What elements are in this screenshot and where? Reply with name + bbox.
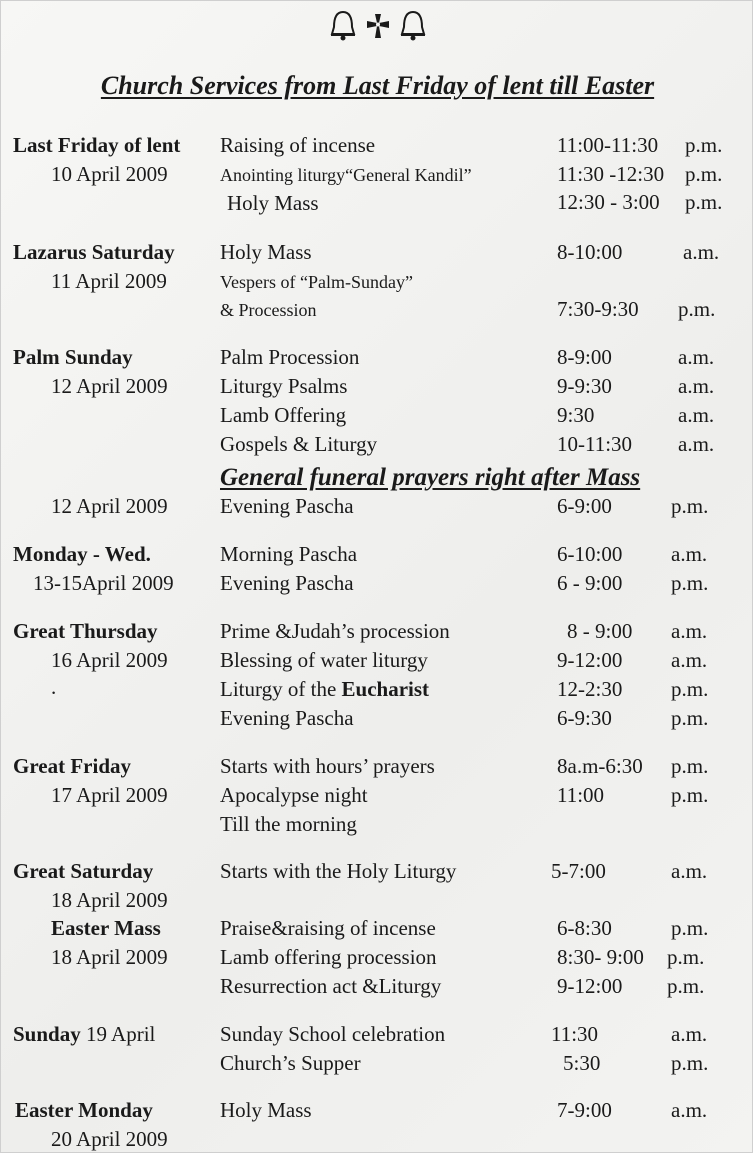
day-date: 19 April <box>80 1022 156 1046</box>
service-time: 9-9:30 <box>557 374 612 398</box>
service-ampm: p.m. <box>671 571 709 595</box>
service-name: Blessing of water liturgy <box>220 648 428 672</box>
service-time: 7:30-9:30 <box>557 297 639 321</box>
service-ampm: a.m. <box>671 648 708 672</box>
service-ampm: p.m. <box>671 706 709 730</box>
service-time: 6-9:00 <box>557 494 612 518</box>
service-time: 12:30 - 3:00 <box>557 190 660 214</box>
service-ampm: p.m. <box>678 297 716 321</box>
service-name: Prime &Judah’s procession <box>220 619 450 643</box>
service-name: Starts with the Holy Liturgy <box>220 859 457 883</box>
cross-icon <box>364 11 392 41</box>
service-ampm: a.m. <box>671 542 708 566</box>
service-time: 8-10:00 <box>557 240 623 264</box>
service-name: Praise&raising of incense <box>220 916 436 940</box>
service-name: & Procession <box>220 300 317 320</box>
service-ampm: p.m. <box>685 133 723 157</box>
day-name: Last Friday of lent <box>13 133 181 157</box>
service-time: 11:00 <box>557 783 605 807</box>
service-ampm: p.m. <box>671 783 709 807</box>
day-name: Easter Monday <box>15 1098 153 1122</box>
service-ampm: a.m. <box>671 1022 708 1046</box>
service-ampm: a.m. <box>678 432 715 456</box>
service-time: 6-10:00 <box>557 542 623 566</box>
service-time: 9:30 <box>557 403 595 427</box>
service-time: 11:30 <box>551 1022 599 1046</box>
header-ornament <box>1 7 753 45</box>
service-name: Palm Procession <box>220 345 360 369</box>
service-name: Holy Mass <box>227 191 319 215</box>
service-time: 11:00-11:30 <box>557 133 659 157</box>
service-time: 8-9:00 <box>557 345 612 369</box>
service-name: Church’s Supper <box>220 1051 361 1075</box>
service-time: 5-7:00 <box>551 859 606 883</box>
service-ampm: p.m. <box>671 1051 709 1075</box>
service-name <box>220 679 429 700</box>
service-name: Gospels & Liturgy <box>220 432 378 456</box>
service-time: 12-2:30 <box>557 677 623 701</box>
service-time: 8 - 9:00 <box>567 619 633 643</box>
day-name: Great Saturday <box>13 859 154 883</box>
service-name-text: Liturgy of the <box>220 677 342 701</box>
service-time: 7-9:00 <box>557 1098 612 1122</box>
service-ampm: p.m. <box>671 754 709 778</box>
service-ampm: p.m. <box>667 974 705 998</box>
day-date: 20 April 2009 <box>51 1127 168 1151</box>
service-time: 6 - 9:00 <box>557 571 623 595</box>
day-name-text: Sunday <box>13 1022 81 1046</box>
day-name: Great Thursday <box>13 619 158 643</box>
day-date: 10 April 2009 <box>51 162 168 186</box>
day-name: Monday - Wed. <box>13 542 151 566</box>
service-name: Morning Pascha <box>220 542 358 566</box>
service-ampm: p.m. <box>671 494 709 518</box>
day-date: 18 April 2009 <box>51 888 168 912</box>
stray-mark: . <box>51 675 57 699</box>
day-date: 13-15April 2009 <box>33 571 174 595</box>
day-date: 11 April 2009 <box>51 269 167 293</box>
service-name: Resurrection act &Liturgy <box>220 974 442 998</box>
service-name: Sunday School celebration <box>220 1022 446 1046</box>
service-ampm: a.m. <box>671 859 708 883</box>
day-name: Easter Mass <box>51 916 161 940</box>
service-ampm: a.m. <box>678 345 715 369</box>
service-name-bold: Eucharist <box>341 677 430 701</box>
service-ampm: p.m. <box>685 190 723 214</box>
service-ampm: a.m. <box>671 1098 708 1122</box>
service-ampm: p.m. <box>671 677 709 701</box>
service-ampm: a.m. <box>678 403 715 427</box>
service-name: Till the morning <box>220 812 357 836</box>
day-date: 12 April 2009 <box>51 494 168 518</box>
day-date: 12 April 2009 <box>51 374 168 398</box>
bell-icon <box>398 9 428 43</box>
service-time: 6-9:30 <box>557 706 612 730</box>
day-date: 18 April 2009 <box>51 945 168 969</box>
service-name: Raising of incense <box>220 133 376 157</box>
service-ampm: a.m. <box>683 240 720 264</box>
service-ampm: p.m. <box>667 945 705 969</box>
day-name <box>13 1024 155 1045</box>
service-time: 6-8:30 <box>557 916 612 940</box>
service-name: Vespers of “Palm-Sunday” <box>220 272 413 292</box>
day-date: 16 April 2009 <box>51 648 168 672</box>
service-time: 8a.m-6:30 <box>557 754 643 778</box>
funeral-notice: General funeral prayers right after Mass <box>220 464 641 491</box>
service-name: Holy Mass <box>220 1098 312 1122</box>
service-name: Liturgy Psalms <box>220 374 348 398</box>
service-name: Anointing liturgy“General Kandil” <box>220 165 472 185</box>
service-ampm: p.m. <box>671 916 709 940</box>
service-time: 5:30 <box>563 1051 601 1075</box>
service-time: 9-12:00 <box>557 974 623 998</box>
service-name: Apocalypse night <box>220 783 368 807</box>
service-time: 9-12:00 <box>557 648 623 672</box>
service-name: Lamb Offering <box>220 403 347 427</box>
day-date: 17 April 2009 <box>51 783 168 807</box>
service-name: Starts with hours’ prayers <box>220 754 435 778</box>
service-time: 10-11:30 <box>557 432 633 456</box>
service-ampm: a.m. <box>678 374 715 398</box>
day-name: Palm Sunday <box>13 345 133 369</box>
service-name: Lamb offering procession <box>220 945 437 969</box>
day-name: Great Friday <box>13 754 132 778</box>
service-time: 11:30 -12:30 <box>557 162 665 186</box>
service-name: Evening Pascha <box>220 706 354 730</box>
service-ampm: a.m. <box>671 619 708 643</box>
service-ampm: p.m. <box>685 162 723 186</box>
page-title: Church Services from Last Friday of lent till Easter <box>100 71 655 100</box>
service-name: Evening Pascha <box>220 494 354 518</box>
bell-icon <box>328 9 358 43</box>
service-time: 8:30- 9:00 <box>557 945 644 969</box>
service-name: Evening Pascha <box>220 571 354 595</box>
day-name: Lazarus Saturday <box>13 240 175 264</box>
service-name: Holy Mass <box>220 240 312 264</box>
